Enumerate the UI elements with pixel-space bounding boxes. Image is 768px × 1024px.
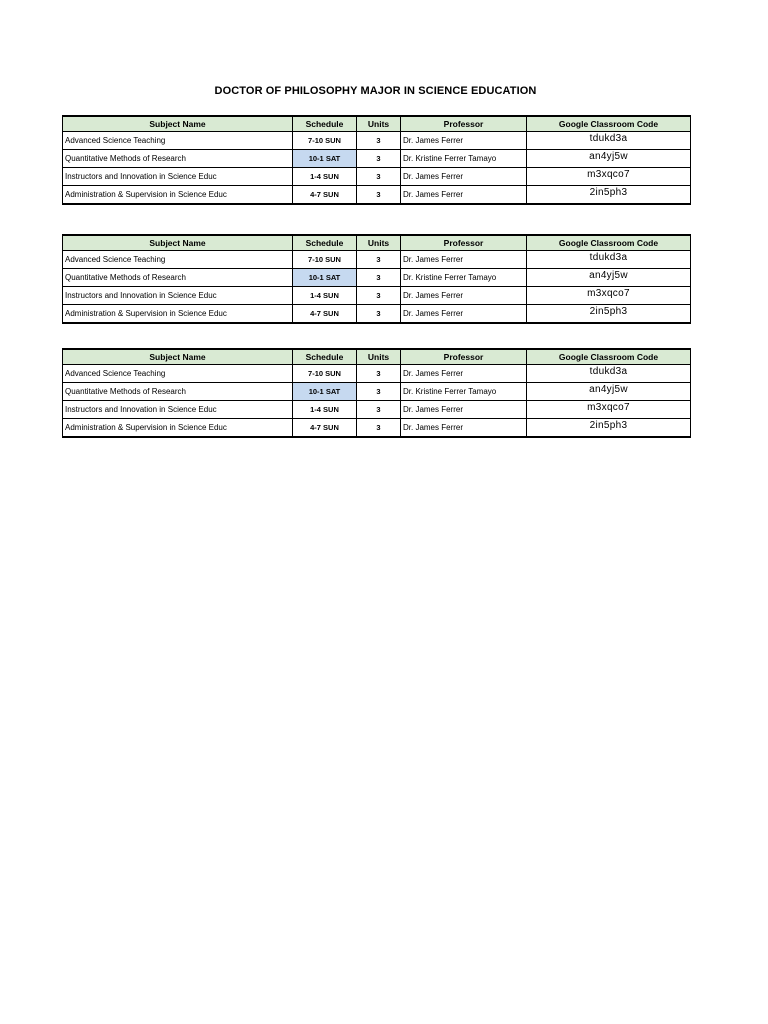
professor-cell: Dr. James Ferrer <box>401 365 527 383</box>
table-row <box>63 365 691 383</box>
header-professor: Professor <box>401 116 527 132</box>
schedule-cell: 10-1 SAT <box>293 269 357 287</box>
classroom-code-cell: an4yj5w <box>527 150 691 168</box>
units-cell: 3 <box>357 251 401 269</box>
classroom-code-cell: m3xqco7 <box>527 287 691 305</box>
units-cell: 3 <box>357 401 401 419</box>
schedule-table <box>62 348 691 438</box>
subject-cell: Advanced Science Teaching <box>63 132 293 150</box>
header-schedule: Schedule <box>293 235 357 251</box>
classroom-code-cell: 2in5ph3 <box>527 305 691 324</box>
subject-cell: Quantitative Methods of Research <box>63 150 293 168</box>
schedule-cell: 7-10 SUN <box>293 251 357 269</box>
classroom-code-cell: an4yj5w <box>527 383 691 401</box>
table-row <box>63 287 691 305</box>
professor-cell: Dr. James Ferrer <box>401 419 527 438</box>
schedule-cell: 10-1 SAT <box>293 383 357 401</box>
classroom-code-cell: tdukd3a <box>527 365 691 383</box>
schedule-table <box>62 115 691 205</box>
units-cell: 3 <box>357 132 401 150</box>
subject-cell: Advanced Science Teaching <box>63 365 293 383</box>
units-cell: 3 <box>357 269 401 287</box>
table-header-row <box>63 349 691 365</box>
subject-cell: Administration & Supervision in Science Educ <box>63 305 293 324</box>
page-title: DOCTOR OF PHILOSOPHY MAJOR IN SCIENCE EDUCATION <box>214 85 537 97</box>
subject-cell: Administration & Supervision in Science Educ <box>63 186 293 205</box>
units-cell: 3 <box>357 305 401 324</box>
header-classroom-code: Google Classroom Code <box>527 235 691 251</box>
table-row <box>63 150 691 168</box>
header-classroom-code: Google Classroom Code <box>527 116 691 132</box>
header-professor: Professor <box>401 349 527 365</box>
units-cell: 3 <box>357 287 401 305</box>
schedule-cell: 7-10 SUN <box>293 132 357 150</box>
classroom-code-cell: m3xqco7 <box>527 401 691 419</box>
table-row <box>63 383 691 401</box>
professor-cell: Dr. James Ferrer <box>401 251 527 269</box>
subject-cell: Advanced Science Teaching <box>63 251 293 269</box>
subject-cell: Quantitative Methods of Research <box>63 269 293 287</box>
table-row <box>63 186 691 205</box>
classroom-code-cell: 2in5ph3 <box>527 419 691 438</box>
schedule-cell: 7-10 SUN <box>293 365 357 383</box>
units-cell: 3 <box>357 186 401 205</box>
header-subject-name: Subject Name <box>63 349 293 365</box>
table-row <box>63 401 691 419</box>
schedule-cell: 1-4 SUN <box>293 168 357 186</box>
classroom-code-cell: m3xqco7 <box>527 168 691 186</box>
schedule-cell: 4-7 SUN <box>293 186 357 205</box>
units-cell: 3 <box>357 419 401 438</box>
subject-cell: Instructors and Innovation in Science Educ <box>63 401 293 419</box>
professor-cell: Dr. James Ferrer <box>401 186 527 205</box>
schedule-cell: 1-4 SUN <box>293 287 357 305</box>
units-cell: 3 <box>357 365 401 383</box>
header-professor: Professor <box>401 235 527 251</box>
professor-cell: Dr. Kristine Ferrer Tamayo <box>401 269 527 287</box>
header-units: Units <box>357 349 401 365</box>
professor-cell: Dr. James Ferrer <box>401 287 527 305</box>
classroom-code-cell: tdukd3a <box>527 251 691 269</box>
units-cell: 3 <box>357 168 401 186</box>
classroom-code-cell: 2in5ph3 <box>527 186 691 205</box>
classroom-code-cell: an4yj5w <box>527 269 691 287</box>
units-cell: 3 <box>357 383 401 401</box>
professor-cell: Dr. Kristine Ferrer Tamayo <box>401 150 527 168</box>
header-units: Units <box>357 235 401 251</box>
classroom-code-cell: tdukd3a <box>527 132 691 150</box>
schedule-cell: 4-7 SUN <box>293 419 357 438</box>
header-classroom-code: Google Classroom Code <box>527 349 691 365</box>
header-subject-name: Subject Name <box>63 116 293 132</box>
schedule-table <box>62 234 691 324</box>
professor-cell: Dr. James Ferrer <box>401 132 527 150</box>
table-row <box>63 305 691 324</box>
schedule-cell: 1-4 SUN <box>293 401 357 419</box>
professor-cell: Dr. James Ferrer <box>401 401 527 419</box>
professor-cell: Dr. James Ferrer <box>401 168 527 186</box>
professor-cell: Dr. Kristine Ferrer Tamayo <box>401 383 527 401</box>
table-row <box>63 419 691 438</box>
subject-cell: Instructors and Innovation in Science Educ <box>63 168 293 186</box>
subject-cell: Instructors and Innovation in Science Educ <box>63 287 293 305</box>
professor-cell: Dr. James Ferrer <box>401 305 527 324</box>
header-schedule: Schedule <box>293 349 357 365</box>
header-schedule: Schedule <box>293 116 357 132</box>
header-subject-name: Subject Name <box>63 235 293 251</box>
table-row <box>63 251 691 269</box>
table-row <box>63 269 691 287</box>
units-cell: 3 <box>357 150 401 168</box>
table-header-row <box>63 116 691 132</box>
subject-cell: Quantitative Methods of Research <box>63 383 293 401</box>
table-row <box>63 168 691 186</box>
subject-cell: Administration & Supervision in Science Educ <box>63 419 293 438</box>
header-units: Units <box>357 116 401 132</box>
schedule-cell: 10-1 SAT <box>293 150 357 168</box>
table-header-row <box>63 235 691 251</box>
table-row <box>63 132 691 150</box>
schedule-cell: 4-7 SUN <box>293 305 357 324</box>
